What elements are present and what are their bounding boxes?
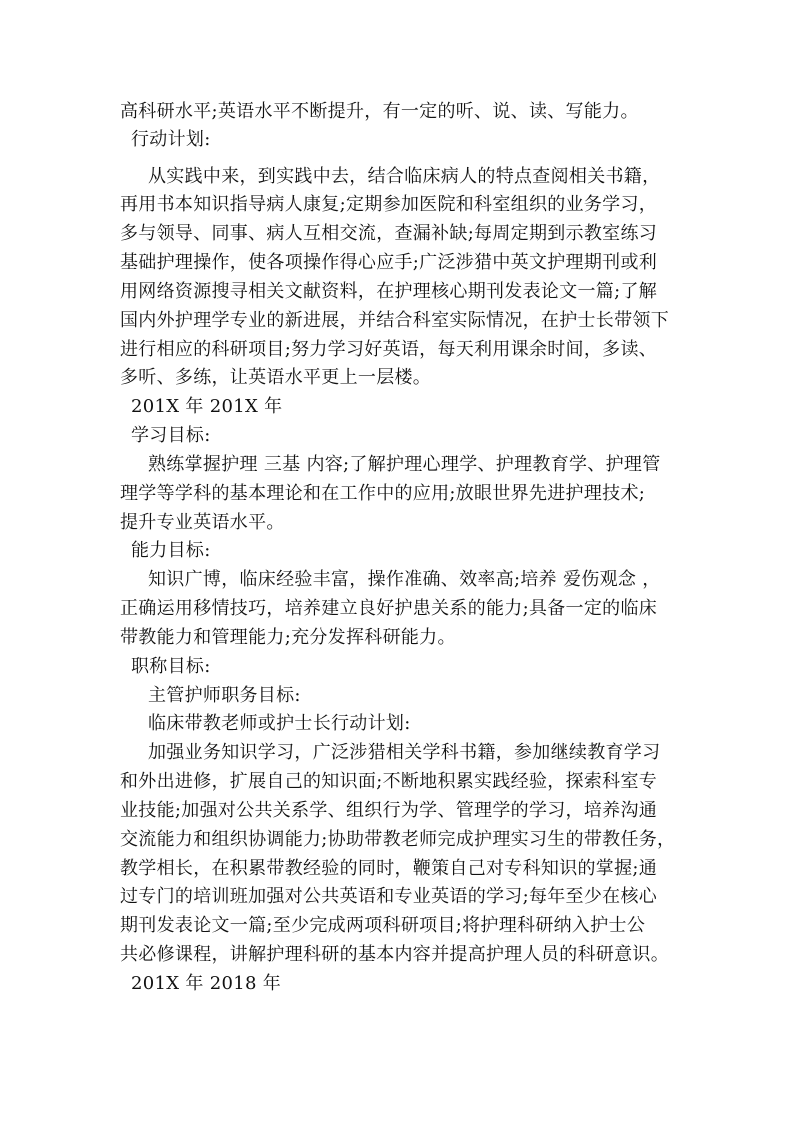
- text-line-13: 熟练掌握护理 三基 内容;了解护理心理学、护理教育学、护理管: [148, 454, 661, 475]
- text-line-14: 理学等学科的基本理论和在工作中的应用;放眼世界先进护理技术;: [120, 483, 646, 504]
- text-line-28: 过专门的培训班加强对公共英语和专业英语的学习;每年至少在核心: [120, 886, 658, 907]
- text-line-1: 高科研水平;英语水平不断提升，有一定的听、说、读、写能力。: [120, 101, 639, 122]
- year-range-1: 201X 年 201X 年: [131, 396, 283, 417]
- heading-ability-goals: 能力目标:: [131, 540, 211, 561]
- subheading-teaching-plan: 临床带教老师或护士长行动计划:: [148, 713, 411, 734]
- text-line-26: 交流能力和组织协调能力;协助带教老师完成护理实习生的带教任务，: [120, 829, 676, 850]
- text-line-30: 共必修课程，讲解护理科研的基本内容并提高护理人员的科研意识。: [120, 944, 669, 965]
- text-line-9: 进行相应的科研项目;努力学习好英语，每天利用课余时间，多读、: [120, 339, 658, 360]
- text-line-24: 和外出进修，扩展自己的知识面;不断地积累实践经验，探索科室专: [120, 771, 658, 792]
- text-line-6: 基础护理操作，使各项操作得心应手;广泛涉猎中英文护理期刊或利: [120, 252, 658, 273]
- text-line-10: 多听、多练，让英语水平更上一层楼。: [120, 367, 432, 388]
- text-line-8: 国内外护理学专业的新进展，并结合科室实际情况，在护士长带领下: [120, 310, 669, 331]
- heading-learning-goals: 学习目标:: [131, 425, 211, 446]
- text-line-4: 再用书本知识指导病人康复;定期参加医院和科室组织的业务学习，: [120, 194, 658, 215]
- text-line-23: 加强业务知识学习，广泛涉猎相关学科书籍，参加继续教育学习: [148, 742, 661, 763]
- text-line-18: 正确运用移情技巧，培养建立良好护患关系的能力;具备一定的临床: [120, 598, 658, 619]
- text-line-29: 期刊发表论文一篇;至少完成两项科研项目;将护理科研纳入护士公: [120, 915, 646, 936]
- text-line-25: 业技能;加强对公共关系学、组织行为学、管理学的学习，培养沟通: [120, 800, 658, 821]
- text-line-15: 提升专业英语水平。: [120, 512, 285, 533]
- text-line-5: 多与领导、同事、病人互相交流，查漏补缺;每周定期到示教室练习: [120, 223, 658, 244]
- heading-title-goals: 职称目标:: [131, 656, 211, 677]
- text-line-19: 带教能力和管理能力;充分发挥科研能力。: [120, 627, 456, 648]
- text-line-27: 教学相长，在积累带教经验的同时，鞭策自己对专科知识的掌握;通: [120, 858, 658, 879]
- text-line-7: 用网络资源搜寻相关文献资料，在护理核心期刊发表论文一篇;了解: [120, 281, 658, 302]
- heading-action-plan: 行动计划:: [131, 129, 211, 150]
- year-range-2: 201X 年 2018 年: [131, 973, 282, 994]
- text-line-17: 知识广博，临床经验丰富，操作准确、效率高;培养 爱伤观念 ，: [148, 569, 661, 590]
- text-line-3: 从实践中来，到实践中去，结合临床病人的特点查阅相关书籍，: [148, 166, 661, 187]
- subheading-supervisor-nurse: 主管护师职务目标:: [148, 685, 301, 706]
